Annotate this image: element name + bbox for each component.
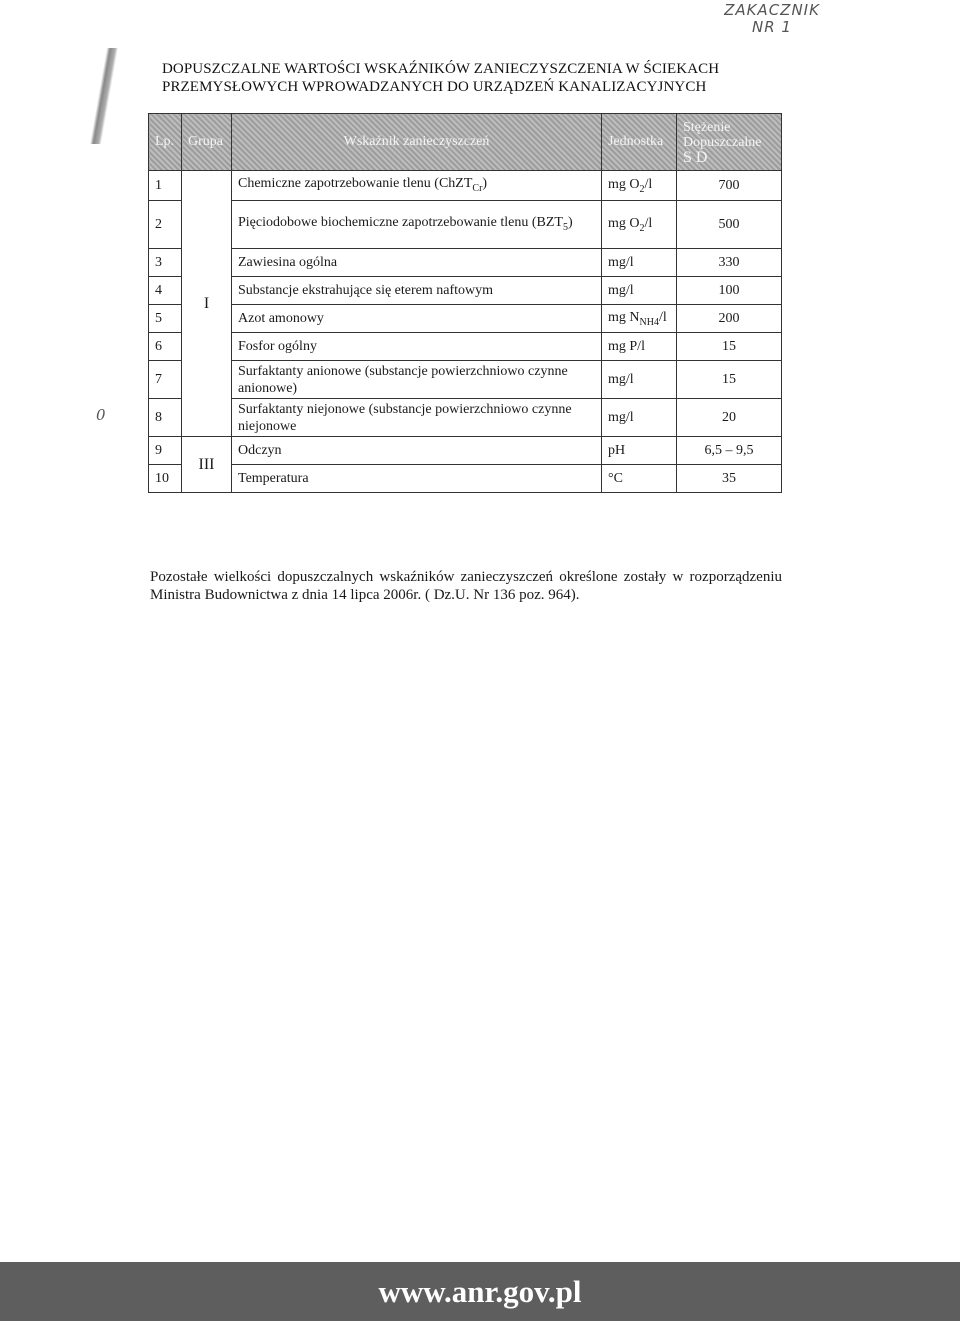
handwritten-note-line-1: ZAKACZNIK [724,1,820,19]
value-text: 100 [718,282,740,298]
header-concentration [677,114,782,171]
header-indicator: Wskaźnik zanieczyszczeń [232,114,602,171]
row-group [182,171,232,437]
row-indicator [232,277,602,305]
unit-text: mg N [608,309,640,325]
row-lp [149,333,182,361]
row-lp [149,361,182,399]
unit-text: mg/l [608,409,634,425]
unit-text: mg/l [608,254,634,270]
handwritten-note-line-2: NR 1 [752,18,792,36]
unit-text: mg/l [608,282,634,298]
row-value [677,465,782,493]
header-lp: Lp. [149,114,182,171]
row-lp-text: 9 [155,442,162,458]
unit-text: mg O [608,176,640,192]
row-unit [602,249,677,277]
unit-subscript: 2 [639,183,645,195]
unit-tail: /l [644,215,653,231]
row-unit [602,333,677,361]
indicator-tail: ) [568,214,573,230]
row-indicator [232,399,602,437]
row-unit [602,171,677,201]
website-url: www.anr.gov.pl [378,1273,582,1309]
value-text: 700 [718,177,740,193]
row-group [182,437,232,493]
footnote-paragraph: Pozostałe wielkości dopuszczalnych wskaźników zanieczyszczeń określone zostały w rozporządzeniu Ministra Budownictwa z dnia 14 lipca 2006r. ( Dz.U. Nr 136 poz. 964). [150,569,782,603]
unit-tail: /l [658,309,667,325]
indicator-text: Odczyn [238,443,282,458]
unit-tail: /l [644,176,653,192]
unit-subscript: 2 [639,222,645,234]
unit-text: mg P/l [608,338,645,354]
table-row [149,249,782,277]
row-indicator [232,333,602,361]
value-text: 500 [718,216,740,232]
row-lp-text: 2 [155,216,162,232]
row-lp-text: 6 [155,338,162,354]
website-banner [0,1262,960,1321]
row-lp [149,249,182,277]
row-lp [149,201,182,249]
row-unit [602,201,677,249]
row-unit [602,465,677,493]
handwritten-note [712,2,832,36]
row-lp-text: 8 [155,409,162,425]
row-indicator [232,171,602,201]
indicator-subscript: Cr [472,182,483,194]
header-concentration-line-3: S D [683,148,708,166]
side-mark: 0 [96,406,106,424]
value-text: 20 [722,409,736,425]
row-value [677,399,782,437]
row-value [677,333,782,361]
unit-text: pH [608,442,626,458]
value-text: 6,5 – 9,5 [704,442,754,458]
row-lp [149,305,182,333]
row-value [677,201,782,249]
table-row [149,437,782,465]
unit-text: °C [608,470,623,486]
row-unit [602,305,677,333]
table-row [149,277,782,305]
header-group: Grupa [182,114,232,171]
indicator-text: Surfaktanty niejonowe (substancje powierzchniowo czynne niejonowe [238,401,572,434]
table-header-row [149,114,782,171]
table-row [149,465,782,493]
row-unit [602,361,677,399]
row-value [677,361,782,399]
indicator-text: Chemiczne zapotrzebowanie tlenu (ChZT [238,175,473,191]
row-lp-text: 7 [155,371,162,387]
row-indicator [232,361,602,399]
indicator-text: Azot amonowy [238,311,324,326]
row-lp-text: 5 [155,310,162,326]
header-concentration-line-2: Dopuszczalne [683,134,762,150]
indicator-text: Substancje ekstrahujące się eterem naftowym [238,283,494,298]
row-lp-text: 3 [155,254,162,270]
indicator-text: Zawiesina ogólna [238,255,338,270]
document-title [162,60,842,96]
unit-subscript: NH4 [639,316,659,328]
scan-artifact [84,48,124,144]
row-lp-text: 4 [155,282,162,298]
unit-text: mg/l [608,371,634,387]
row-lp-text: 10 [155,470,169,486]
indicator-text: Surfaktanty anionowe (substancje powierzchniowo czynne anionowe) [238,363,568,396]
row-value [677,277,782,305]
indicator-subscript: 5 [563,221,568,233]
title-line-1: DOPUSZCZALNE WARTOŚCI WSKAŹNIKÓW ZANIECZYSZCZENIA W ŚCIEKACH [162,61,720,77]
row-value [677,437,782,465]
row-value [677,249,782,277]
row-value [677,305,782,333]
row-indicator [232,465,602,493]
unit-text: mg O [608,215,640,231]
row-unit [602,437,677,465]
table-row [149,333,782,361]
row-lp [149,465,182,493]
table-row [149,171,782,201]
value-text: 200 [718,310,740,326]
row-unit [602,277,677,305]
value-text: 35 [722,470,736,486]
row-lp [149,399,182,437]
row-lp [149,277,182,305]
row-value [677,171,782,201]
indicator-text: Fosfor ogólny [238,339,317,354]
title-line-2: PRZEMYSŁOWYCH WPROWADZANYCH DO URZĄDZEŃ KANALIZACYJNYCH [162,79,707,95]
row-indicator [232,201,602,249]
row-lp [149,171,182,201]
header-concentration-line-1: Stężenie [683,119,731,135]
row-indicator [232,437,602,465]
row-lp-text: 1 [155,177,162,193]
row-lp [149,437,182,465]
pollution-limits-table [148,113,782,493]
row-unit [602,399,677,437]
value-text: 15 [722,371,736,387]
table-row [149,361,782,399]
row-indicator [232,249,602,277]
header-unit: Jednostka [602,114,677,171]
value-text: 330 [718,254,740,270]
row-indicator [232,305,602,333]
value-text: 15 [722,338,736,354]
table-row [149,201,782,249]
indicator-text: Temperatura [238,471,309,486]
table-row [149,305,782,333]
indicator-text: Pięciodobowe biochemiczne zapotrzebowanie tlenu (BZT [238,214,563,230]
indicator-tail: ) [482,175,488,191]
table-row [149,399,782,437]
group-label: I [203,294,210,312]
group-label: III [198,455,215,473]
